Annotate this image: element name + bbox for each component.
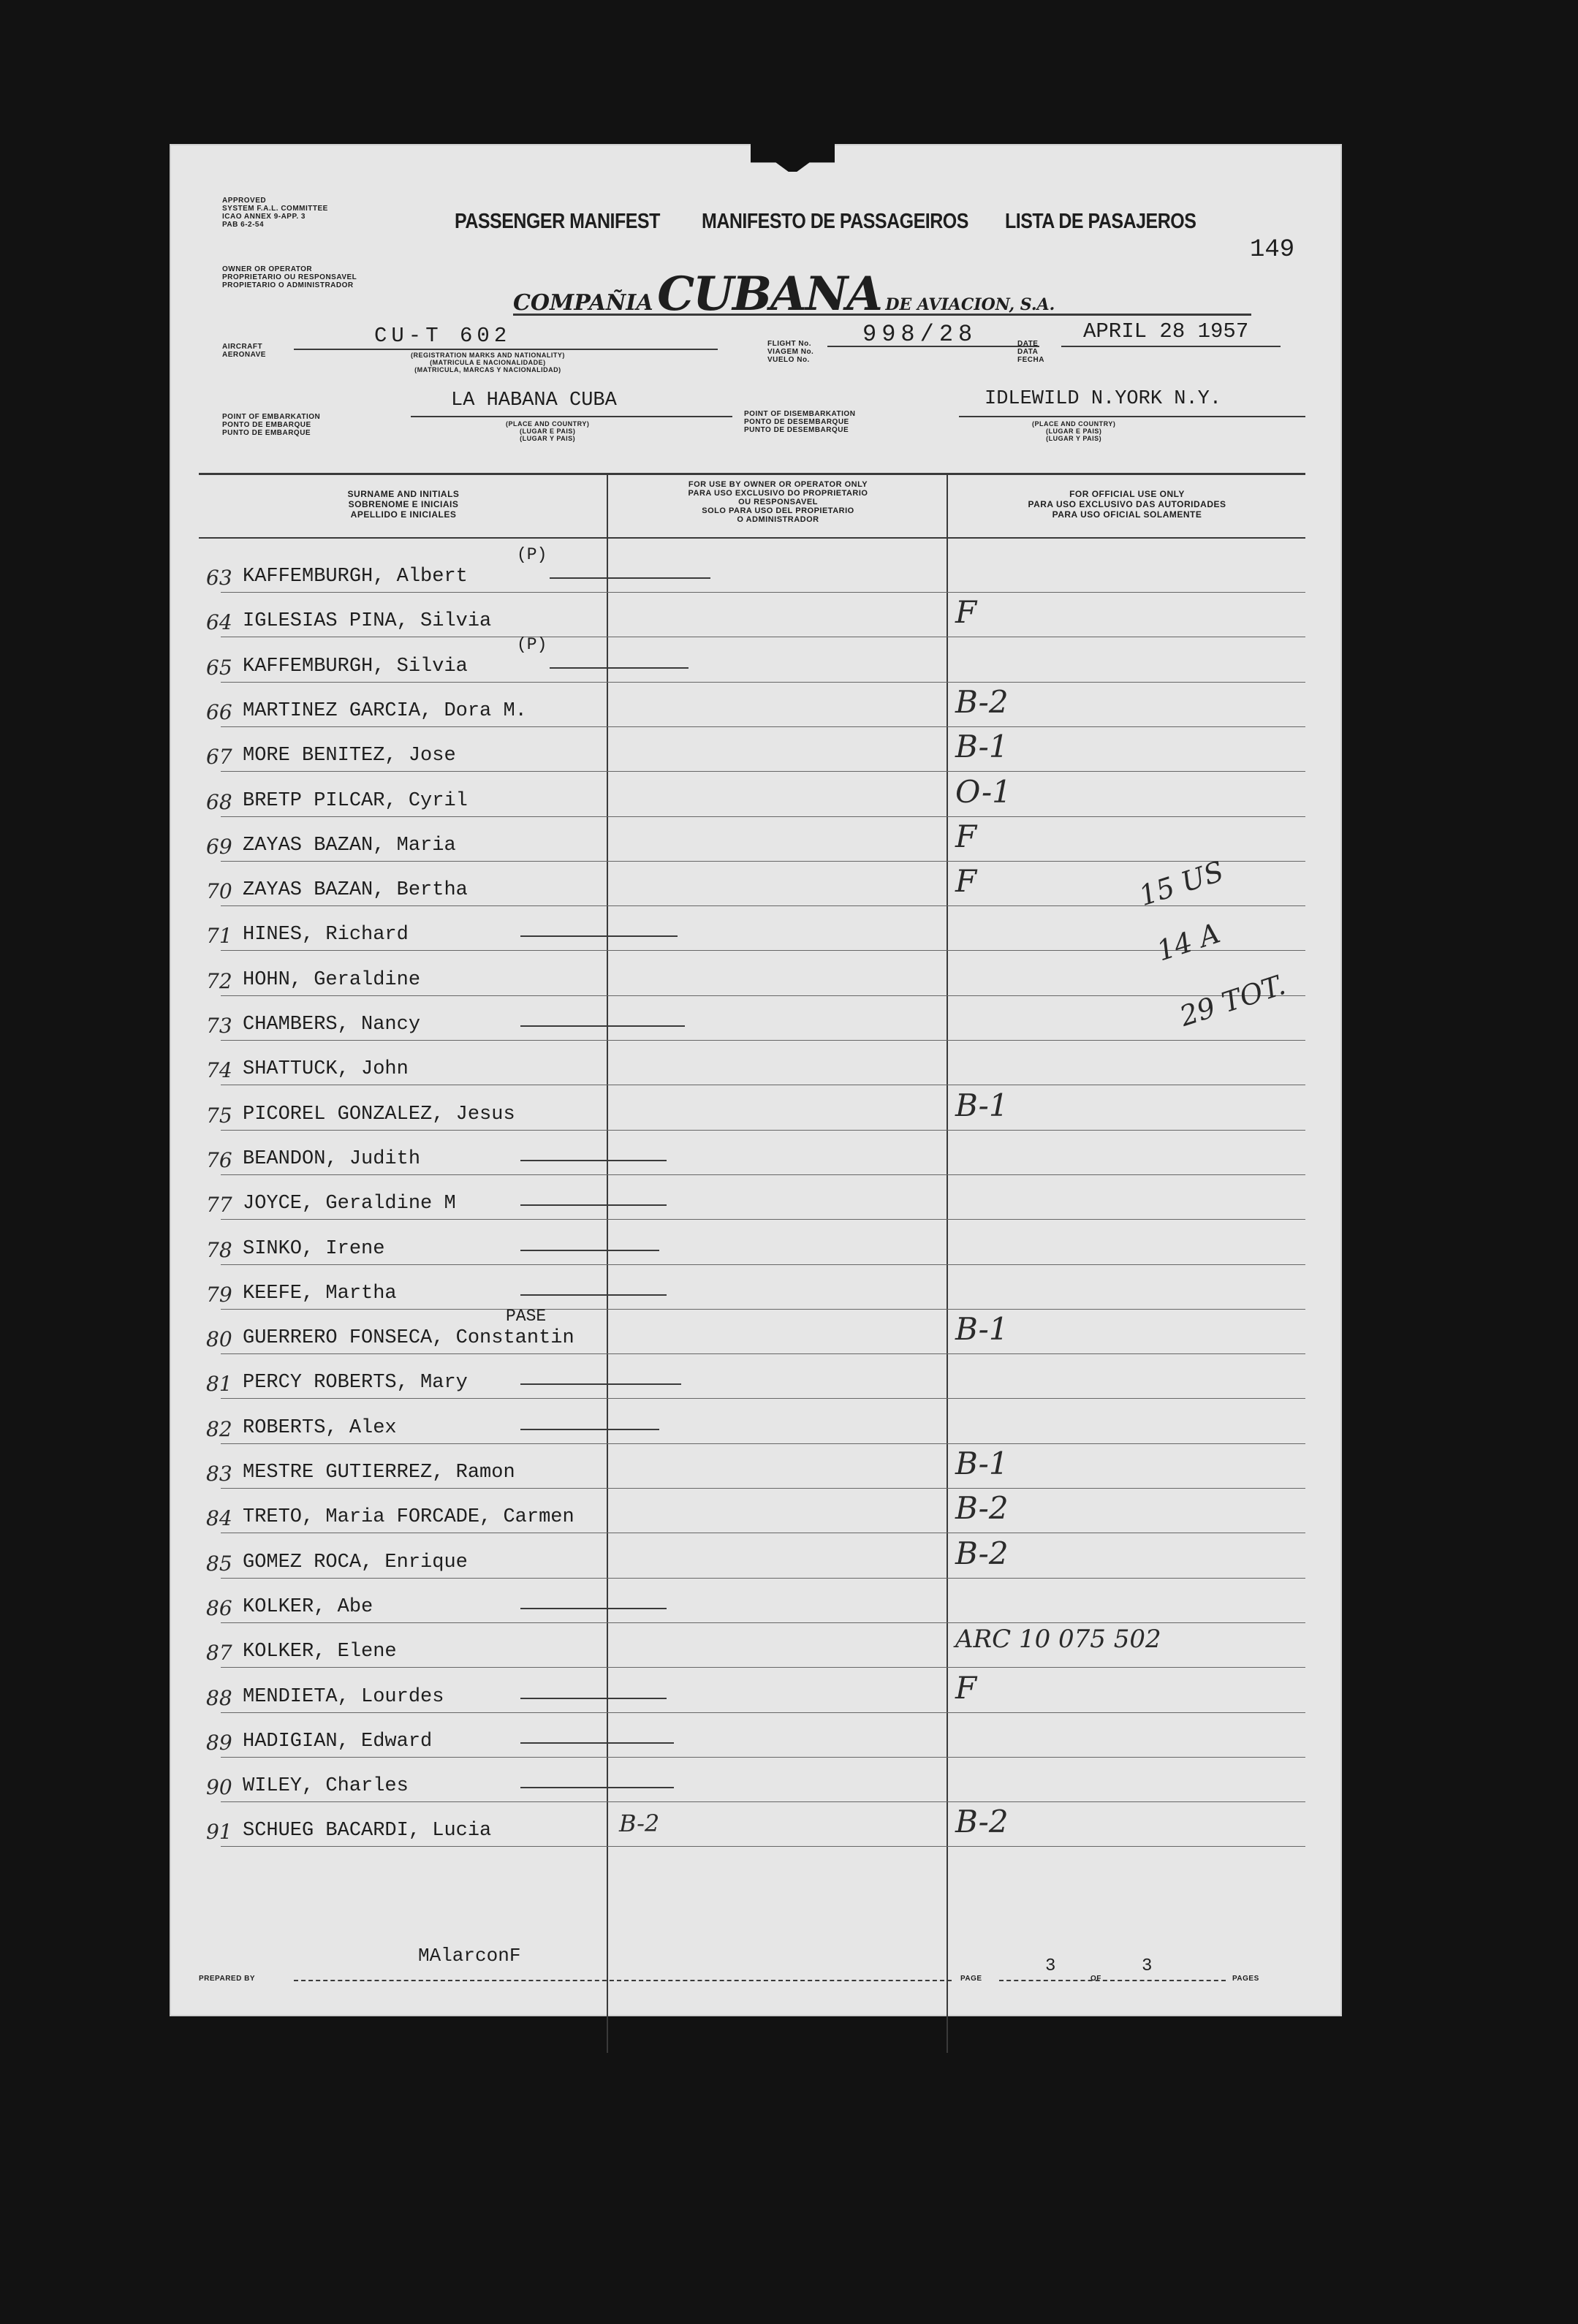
row-rule <box>221 1264 1305 1265</box>
column-header-line: FOR OFFICIAL USE ONLY <box>1069 489 1185 499</box>
table-row <box>170 594 1342 639</box>
owner-mark: B-2 <box>619 1810 660 1838</box>
passenger-name: SINKO, Irene <box>243 1237 385 1260</box>
staple-notch <box>751 141 835 172</box>
table-row <box>170 545 1342 594</box>
checkmark-dash <box>520 1698 667 1699</box>
row-rule <box>221 592 1305 593</box>
checkmark-dash <box>520 1608 667 1609</box>
checkmark-dash <box>520 1429 659 1430</box>
approval-line: APPROVED <box>222 197 267 205</box>
row-number: 67 <box>206 745 232 770</box>
row-rule <box>221 1846 1305 1847</box>
table-row <box>170 1222 1342 1267</box>
passenger-name: TRETO, Maria FORCADE, Carmen <box>243 1506 574 1529</box>
owner-label-line: PROPIETARIO O ADMINISTRADOR <box>222 281 354 289</box>
row-number: 71 <box>206 924 232 949</box>
manifest-page <box>170 144 1342 2016</box>
official-mark: B-1 <box>955 1311 1009 1348</box>
official-mark: F <box>955 818 977 854</box>
table-row <box>170 729 1342 773</box>
passenger-name: BEANDON, Judith <box>243 1147 421 1170</box>
official-mark: B-1 <box>955 1446 1009 1481</box>
flight-value: 998/28 <box>862 321 978 348</box>
disembarkation-line <box>959 416 1305 417</box>
checkmark-dash <box>520 935 678 937</box>
disembarkation-sub-line: (LUGAR Y PAIS) <box>1046 435 1102 442</box>
checkmark-dash <box>520 1250 659 1251</box>
owner-label <box>222 265 357 289</box>
table-row <box>170 1625 1342 1669</box>
table-row <box>170 1307 1342 1356</box>
column-header-line: FOR USE BY OWNER OR OPERATOR ONLY <box>688 480 868 489</box>
passenger-name: MESTRE GUTIERREZ, Ramon <box>243 1462 515 1484</box>
row-number: 79 <box>206 1282 232 1307</box>
passenger-name: SCHUEG BACARDI, Lucia <box>243 1820 492 1842</box>
date-label <box>1017 340 1044 364</box>
row-rule <box>221 1757 1305 1758</box>
table-row <box>170 774 1342 819</box>
row-number: 66 <box>206 699 232 724</box>
row-rule <box>221 861 1305 862</box>
owner-label-line: OWNER OR OPERATOR <box>222 265 313 273</box>
aircraft-line <box>294 349 718 350</box>
table-row <box>170 1490 1342 1535</box>
table-row <box>170 1356 1342 1400</box>
title-english: PASSENGER MANIFEST <box>455 209 660 234</box>
passenger-annotation: (P) <box>517 545 547 564</box>
pages-label: PAGES <box>1232 1975 1259 1983</box>
row-rule <box>221 1353 1305 1354</box>
row-number: 84 <box>206 1506 232 1531</box>
flight-label-line: FLIGHT No. <box>767 340 811 348</box>
official-mark: F <box>955 863 977 900</box>
passenger-name: SHATTUCK, John <box>243 1058 409 1081</box>
disembarkation-label-line: PUNTO DE DESEMBARQUE <box>744 426 849 434</box>
title-spanish: LISTA DE PASAJEROS <box>1005 209 1196 234</box>
table-row <box>170 1087 1342 1132</box>
row-rule <box>221 1622 1305 1623</box>
official-mark: B-1 <box>955 729 1009 765</box>
embarkation-value: LA HABANA CUBA <box>451 390 617 411</box>
row-number: 65 <box>206 655 232 680</box>
passenger-name: MORE BENITEZ, Jose <box>243 745 456 767</box>
passenger-annotation: (P) <box>517 634 547 654</box>
row-number: 76 <box>206 1147 232 1172</box>
disembarkation-label-line: PONTO DE DESEMBARQUE <box>744 418 849 426</box>
row-number: 78 <box>206 1237 232 1262</box>
checkmark-dash <box>550 667 689 669</box>
disembarkation-sub-line: (PLACE AND COUNTRY) <box>1032 420 1116 428</box>
page-label: PAGE <box>960 1975 982 1983</box>
embarkation-sub-line: (PLACE AND COUNTRY) <box>506 420 590 428</box>
row-rule <box>221 682 1305 683</box>
embarkation-sub-line: (LUGAR Y PAIS) <box>520 435 576 442</box>
row-number: 74 <box>206 1058 232 1083</box>
date-label-line: DATE <box>1017 340 1039 348</box>
prepared-by-label: PREPARED BY <box>199 1975 255 1983</box>
row-number: 85 <box>206 1551 232 1576</box>
column-header-line: O ADMINISTRADOR <box>737 515 819 524</box>
passenger-name: PICOREL GONZALEZ, Jesus <box>243 1103 515 1125</box>
passenger-name: WILEY, Charles <box>243 1775 409 1798</box>
header-bottom-rule <box>199 537 1305 539</box>
column-header-line: SOBRENOME E INICIAIS <box>348 499 459 509</box>
row-rule <box>221 1443 1305 1444</box>
table-row <box>170 1580 1342 1625</box>
checkmark-dash <box>520 1204 667 1206</box>
official-mark: O-1 <box>955 773 1012 810</box>
row-rule <box>221 1398 1305 1399</box>
row-number: 77 <box>206 1193 232 1218</box>
row-rule <box>221 1712 1305 1713</box>
table-row <box>170 819 1342 863</box>
row-number: 91 <box>206 1820 232 1845</box>
date-line <box>1061 346 1281 347</box>
row-rule <box>221 1667 1305 1668</box>
official-mark: B-2 <box>955 1490 1009 1527</box>
checkmark-dash <box>520 1787 674 1788</box>
tally-a: 14 A <box>1153 916 1224 968</box>
row-rule <box>221 1578 1305 1579</box>
column-header-names <box>213 489 593 520</box>
flight-label-line: VUELO No. <box>767 356 810 364</box>
row-number: 88 <box>206 1685 232 1710</box>
aircraft-label <box>222 343 266 359</box>
checkmark-dash <box>520 1383 681 1385</box>
approval-line: SYSTEM F.A.L. COMMITTEE <box>222 205 328 213</box>
aircraft-sub-line: (REGISTRATION MARKS AND NATIONALITY) <box>411 352 565 359</box>
of-value: 3 <box>1142 1956 1153 1976</box>
table-row <box>170 1401 1342 1446</box>
row-number: 73 <box>206 1014 232 1038</box>
disembarkation-sub-line: (LUGAR E PAIS) <box>1045 428 1102 435</box>
official-mark: B-2 <box>955 1804 1009 1840</box>
row-rule <box>221 1174 1305 1175</box>
row-number: 90 <box>206 1775 232 1800</box>
official-mark: B-2 <box>955 1535 1009 1571</box>
flight-label <box>767 340 813 364</box>
tally-total: 29 TOT. <box>1175 968 1289 1033</box>
row-number: 68 <box>206 789 232 814</box>
row-number: 80 <box>206 1327 232 1352</box>
table-row <box>170 634 1342 684</box>
passenger-name: GUERRERO FONSECA, Constantin <box>243 1327 574 1350</box>
row-rule <box>221 995 1305 996</box>
passenger-name: KOLKER, Abe <box>243 1595 373 1618</box>
aircraft-sub <box>411 352 565 373</box>
row-number: 75 <box>206 1103 232 1128</box>
official-mark: ARC 10 075 502 <box>955 1625 1161 1655</box>
embarkation-sub <box>506 420 589 442</box>
date-label-line: FECHA <box>1017 356 1044 364</box>
row-rule <box>221 1040 1305 1041</box>
passenger-name: ZAYAS BAZAN, Bertha <box>243 879 468 902</box>
passenger-annotation: PASE <box>506 1307 547 1326</box>
column-header-line: PARA USO EXCLUSIVO DO PROPRIETARIO <box>688 489 868 498</box>
approval-block <box>222 197 328 229</box>
row-rule <box>221 1309 1305 1310</box>
date-value: APRIL 28 1957 <box>1083 319 1249 343</box>
passenger-name: MARTINEZ GARCIA, Dora M. <box>243 699 527 722</box>
passenger-name: KAFFEMBURGH, Silvia <box>243 655 468 677</box>
disembarkation-label <box>744 410 855 434</box>
passenger-name: JOYCE, Geraldine M <box>243 1193 456 1215</box>
row-number: 82 <box>206 1416 232 1441</box>
passenger-name: GOMEZ ROCA, Enrique <box>243 1551 468 1573</box>
official-mark: B-1 <box>955 1087 1009 1123</box>
passenger-name: KAFFEMBURGH, Albert <box>243 566 468 588</box>
passenger-name: ZAYAS BAZAN, Maria <box>243 834 456 857</box>
embarkation-label-line: PUNTO DE EMBARQUE <box>222 429 311 437</box>
company-suffix: DE AVIACION, S.A. <box>885 295 1055 314</box>
row-number: 83 <box>206 1462 232 1486</box>
column-header-line: APELLIDO E INICIALES <box>350 509 457 520</box>
title-portuguese: MANIFESTO DE PASSAGEIROS <box>702 209 968 234</box>
column-header-line: OU RESPONSAVEL <box>738 498 818 506</box>
passenger-name: PERCY ROBERTS, Mary <box>243 1372 468 1394</box>
column-header-line: SOLO PARA USO DEL PROPIETARIO <box>702 506 854 515</box>
embarkation-label-line: PONTO DE EMBARQUE <box>222 421 311 429</box>
row-number: 87 <box>206 1641 232 1666</box>
table-row <box>170 1267 1342 1311</box>
company-prefix: COMPAÑIA <box>513 290 653 316</box>
table-top-rule <box>199 473 1305 475</box>
embarkation-label-line: POINT OF EMBARKATION <box>222 413 321 421</box>
passenger-name: IGLESIAS PINA, Silvia <box>243 610 492 633</box>
table-row <box>170 1132 1342 1177</box>
approval-line: PAB 6-2-54 <box>222 221 265 229</box>
prepared-by-line <box>294 1980 952 1981</box>
checkmark-dash <box>520 1294 667 1296</box>
row-rule <box>221 1488 1305 1489</box>
passenger-name: HOHN, Geraldine <box>243 968 421 991</box>
date-label-line: DATA <box>1017 348 1039 356</box>
table-row <box>170 1535 1342 1580</box>
column-header-official <box>952 489 1302 520</box>
row-rule <box>221 1801 1305 1802</box>
table-row <box>170 1446 1342 1490</box>
page-value: 3 <box>1045 1956 1056 1976</box>
table-row <box>170 1670 1342 1714</box>
row-number: 72 <box>206 968 232 993</box>
passenger-name: ROBERTS, Alex <box>243 1416 397 1439</box>
row-rule <box>221 1219 1305 1220</box>
aircraft-sub-line: (MATRICULA, MARCAS Y NACIONALIDAD) <box>414 366 561 373</box>
of-label: OF <box>1090 1975 1101 1983</box>
table-row <box>170 998 1342 1042</box>
table-row <box>170 1759 1342 1804</box>
table-row <box>170 1177 1342 1221</box>
row-rule <box>221 771 1305 772</box>
row-rule <box>221 726 1305 727</box>
official-mark: B-2 <box>955 683 1009 720</box>
row-rule <box>221 816 1305 817</box>
table-row <box>170 1714 1342 1759</box>
passenger-name: CHAMBERS, Nancy <box>243 1014 421 1036</box>
passenger-name: MENDIETA, Lourdes <box>243 1685 444 1708</box>
page-count-line <box>999 1980 1226 1981</box>
embarkation-sub-line: (LUGAR E PAIS) <box>519 428 576 435</box>
passenger-name: KOLKER, Elene <box>243 1641 397 1663</box>
table-row <box>170 1042 1342 1087</box>
aircraft-value: CU-T 602 <box>374 324 512 348</box>
row-rule <box>221 1130 1305 1131</box>
passenger-name: BRETP PILCAR, Cyril <box>243 789 468 812</box>
row-rule <box>221 950 1305 951</box>
column-header-line: PARA USO EXCLUSIVO DAS AUTORIDADES <box>1028 499 1226 509</box>
owner-label-line: PROPRIETARIO OU RESPONSAVEL <box>222 273 357 281</box>
disembarkation-label-line: POINT OF DISEMBARKATION <box>744 410 856 418</box>
checkmark-dash <box>520 1742 674 1744</box>
official-mark: F <box>955 1669 977 1706</box>
official-mark: F <box>955 594 977 631</box>
aircraft-label-line: AIRCRAFT <box>222 343 263 351</box>
checkmark-dash <box>520 1025 685 1027</box>
column-header-line: SURNAME AND INITIALS <box>347 489 460 499</box>
embarkation-line <box>411 416 732 417</box>
page-number: 149 <box>1250 236 1295 264</box>
passenger-name: KEEFE, Martha <box>243 1282 397 1305</box>
company-underline <box>513 314 1251 316</box>
row-number: 70 <box>206 879 232 904</box>
passenger-name: HINES, Richard <box>243 924 409 946</box>
row-number: 81 <box>206 1372 232 1397</box>
checkmark-dash <box>520 1160 667 1161</box>
column-header-owner <box>612 480 944 524</box>
tally-us: 15 US <box>1135 854 1228 913</box>
disembarkation-value: IDLEWILD N.YORK N.Y. <box>985 388 1222 410</box>
table-row <box>170 1804 1342 1848</box>
approval-line: ICAO ANNEX 9-APP. 3 <box>222 213 306 221</box>
company-name: CUBANA <box>657 267 881 322</box>
flight-line <box>827 346 1039 347</box>
prepared-by-value: MAlarconF <box>418 1945 521 1967</box>
row-number: 63 <box>206 566 232 590</box>
checkmark-dash <box>550 577 710 579</box>
row-number: 89 <box>206 1730 232 1755</box>
disembarkation-sub <box>1032 420 1115 442</box>
embarkation-label <box>222 413 320 437</box>
row-number: 64 <box>206 610 232 635</box>
aircraft-sub-line: (MATRICULA E NACIONALIDADE) <box>430 359 546 366</box>
table-row <box>170 684 1342 729</box>
passenger-name: HADIGIAN, Edward <box>243 1730 433 1753</box>
flight-label-line: VIAGEM No. <box>767 348 814 356</box>
row-number: 86 <box>206 1595 232 1620</box>
aircraft-label-line: AERONAVE <box>222 351 266 359</box>
column-header-line: PARA USO OFICIAL SOLAMENTE <box>1052 509 1202 520</box>
row-number: 69 <box>206 834 232 859</box>
